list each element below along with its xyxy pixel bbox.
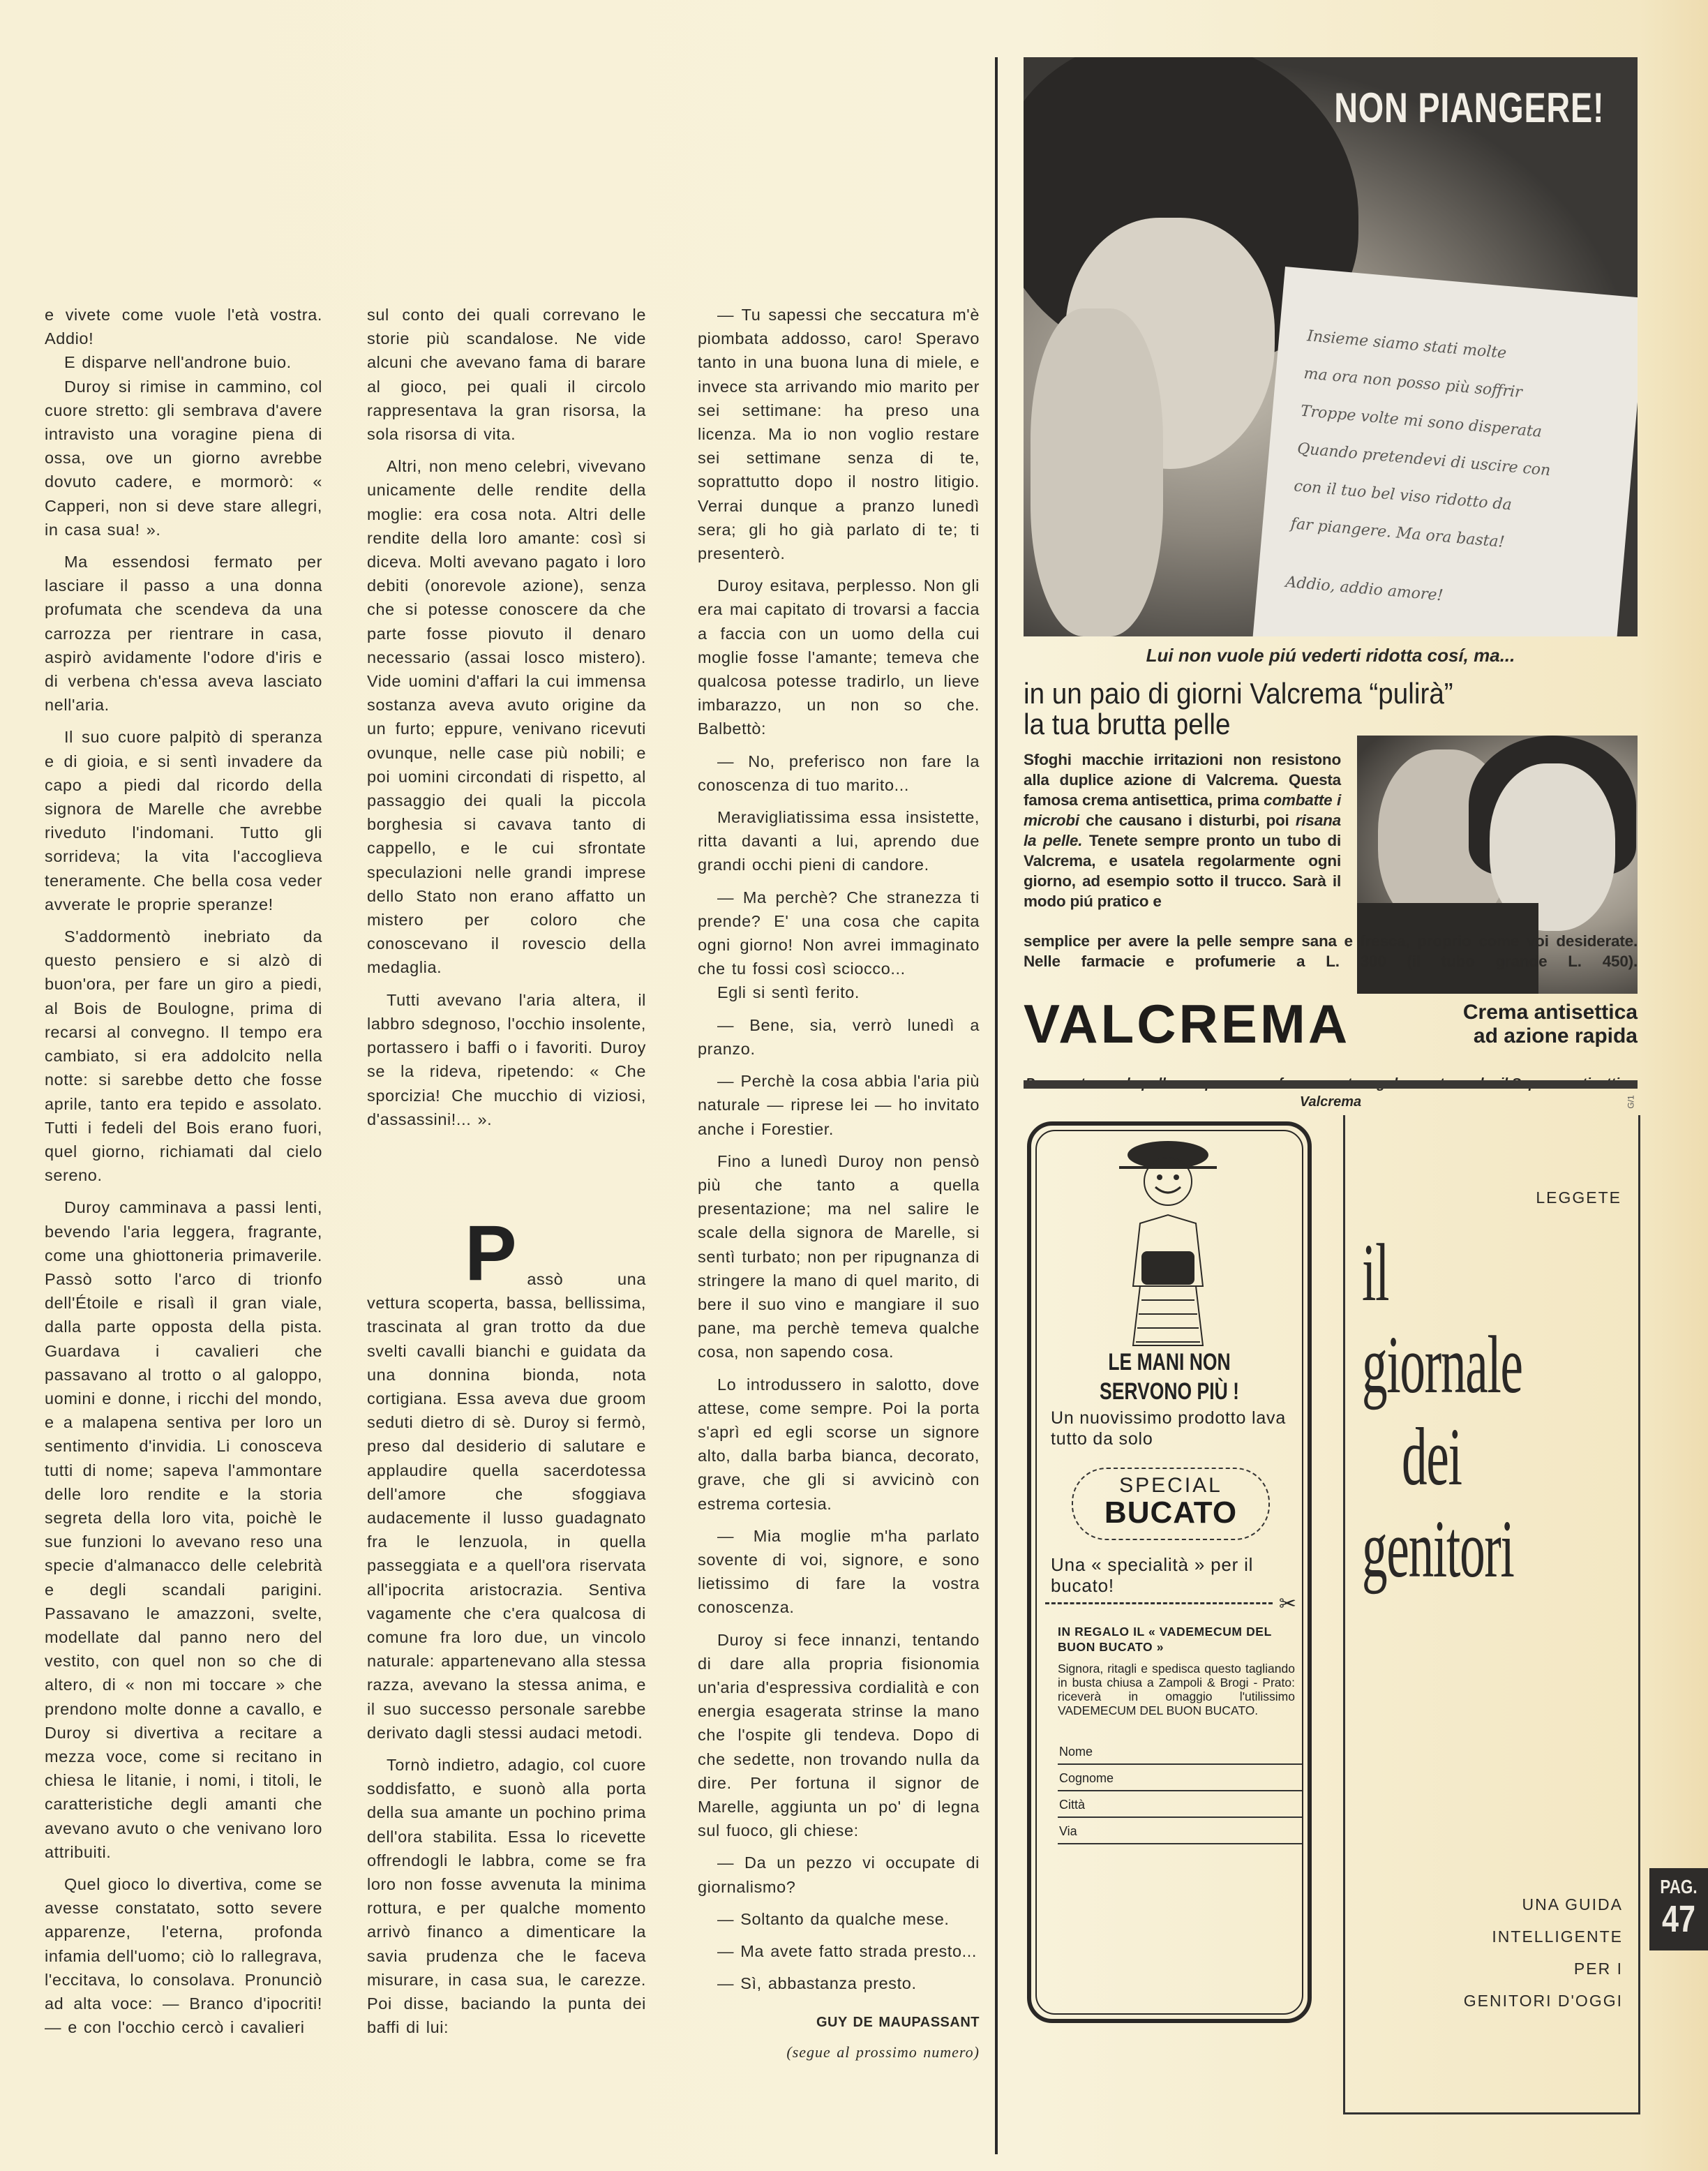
ad-tagline	[1464, 1888, 1623, 2017]
headline-line: in un paio di giorni Valcrema “pulirà”	[1024, 677, 1453, 710]
title-line: genitori	[1362, 1503, 1514, 1595]
title-line: dei	[1402, 1411, 1462, 1502]
coupon-field-via[interactable]	[1058, 1818, 1302, 1844]
tagline-line: UNA GUIDA	[1522, 1895, 1623, 1913]
special-bucato-logo	[1072, 1468, 1270, 1540]
letter-line: con il tuo bel viso ridotto da	[1293, 477, 1513, 514]
tagline-line: Crema antisettica	[1462, 1001, 1638, 1024]
paragraph: — Perchè la cosa abbia l'aria più naturale — riprese lei — ho invitato anche i Forestier.	[698, 1072, 980, 1138]
ad-code: G/1	[1626, 1095, 1636, 1109]
tagline-line: INTELLIGENTE	[1492, 1927, 1623, 1946]
paragraph: — Mia moglie m'ha parlato sovente di voi, signore, e sono lietissimo di fare la vostra conoscenza.	[698, 1526, 980, 1617]
paragraph: — Soltanto da qualche mese.	[717, 1909, 950, 1928]
paragraph: Egli si sentì ferito.	[717, 983, 860, 1002]
field-label: Città	[1059, 1798, 1086, 1812]
paragraph: Tornò indietro, adagio, col cuore soddisfatto, e suonò alla porta della sua amante un pochino prima dell'ora stabilita. Essa lo ricevette offrendogli le labbra, come se fra loro non fosse avvenuta la minima rottura, e per qualche momento arrivò financo a dimenticare la savia prudenza che le faceva misurare, in casa sua, le carezze. Poi disse, baciando la punta dei baffi di lui:	[367, 1756, 646, 2037]
coupon-cut-line	[1045, 1602, 1273, 1604]
handwritten-letter	[1251, 267, 1638, 636]
body-text: Sfoghi macchie irritazioni non resistono alla duplice azione di Valcrema. Questa famosa crema antisettica, prima	[1024, 751, 1341, 809]
coupon-form	[1058, 1738, 1302, 1844]
story-column-2	[367, 303, 646, 1131]
continued-note: (segue al prossimo numero)	[786, 2043, 980, 2061]
ad-kicker: LEGGETE	[1536, 1188, 1621, 1207]
giornale-dei-genitori-advertisement	[1343, 1115, 1640, 2114]
story-column-1	[45, 303, 322, 2039]
page-number: 47	[1661, 1898, 1696, 1940]
brand-tagline	[1463, 1001, 1638, 1048]
ad-subheadline: Un nuovissimo prodotto lava tutto da solo	[1051, 1408, 1287, 1449]
ad-body	[1024, 749, 1341, 911]
paragraph: Fino a lunedì Duroy non pensò più che tanto a quella presentazione; ma nel salire le scale della signora de Marelle, si sentì turbato; non per ripugnanza di stringere la mano di quel marito, di bere il suo vino e mangiare il suo pane, ma perchè temeva qualche cosa, non sapendo cosa.	[698, 1151, 980, 1361]
special-bucato-advertisement	[1027, 1121, 1312, 2023]
paragraph: Meravigliatissima essa insistette, ritta davanti a lui, aprendo due grandi occhi pieni di candore.	[698, 808, 980, 874]
ad-title: NON PIANGERE!	[1333, 84, 1604, 131]
paragraph: E disparve nell'androne buio.	[64, 353, 292, 372]
paragraph: Duroy si rimise in cammino, col cuore stretto: gli sembrava d'avere intravisto una voragine piena di ossa, ove un giorno avrebbe dovuto cadere, e mormorò: « Capperi, non si deve stare allegri, in casa sua! ».	[45, 377, 322, 539]
paragraph: Quel gioco lo divertiva, come se avesse constatato, sotto severe apparenze, l'eterna, profonda infamia dell'uomo; ciò lo rallegrava, l'eccitava, lo consolava. Pronunciò ad alta voce: — Branco d'ipocriti! — e con l'occhio cercò i cavalieri	[45, 1875, 322, 2037]
paragraph: Tutti avevano l'aria altera, il labbro sdegnoso, l'occhio insolente, portassero i baffi o i favoriti. Duroy se la rideva, ripetendo: « Che sporcizia! Che mucchio di viziosi, d'assassini!... ».	[367, 990, 646, 1128]
letter-line: Quando pretendevi di uscire con	[1296, 440, 1552, 480]
paragraph: Lo introdussero in salotto, dove attese, come sempre. Poi la porta s'aprì ed egli scorse un signore alto, dalla barba bianca, decorato, grave, che gli si avvicinò con estrema cortesia.	[698, 1375, 980, 1513]
coupon-field-nome[interactable]	[1058, 1738, 1302, 1765]
headline-line: la tua brutta pelle	[1024, 708, 1231, 740]
story-column-3	[698, 303, 980, 2064]
ad-headline	[1024, 678, 1589, 740]
page-label: PAG.	[1660, 1876, 1698, 1897]
story-column-2-section	[367, 1209, 646, 2040]
body-emphasis: combatte i microbi	[1024, 791, 1341, 829]
field-label: Via	[1059, 1824, 1077, 1838]
ad-caption: Lui non vuole piú vederti ridotta cosí, ma...	[1146, 645, 1515, 666]
paragraph: — Ma avete fatto strada presto...	[717, 1942, 977, 1960]
page-number-tab	[1649, 1868, 1708, 1950]
ad-separator-bar	[1024, 1080, 1638, 1089]
paragraph: — Tu sapessi che seccatura m'è piombata addosso, caro! Speravo tanto in una buona luna di miele, e invece sta arrivando mio marito per sei settimane: ha preso una licenza. Ma io non voglio restare sei settimane senza di te, soprattutto dopo il nostro litigio. Verrai dunque a pranzo lunedì sera; gli ho già parlato di te; ti presenterò.	[698, 306, 980, 563]
coupon-field-cognome[interactable]	[1058, 1765, 1302, 1791]
paragraph: Duroy si fece innanzi, tentando di dare alla propria fisionomia un'aria d'espressiva cordialità e con energia esagerata strinse la mano che l'ospite gli tendeva. Dopo di che sedette, non trovando nulla da dire. Per fortuna il signor de Marelle, aggiunta un po' di legna sul fuoco, gli chiese:	[698, 1630, 980, 1840]
ad-footer: Valcrema	[1299, 1094, 1362, 1110]
tagline-line: PER I	[1573, 1960, 1623, 1978]
paragraph: — Sì, abbastanza presto.	[717, 1974, 917, 1993]
paragraph: Duroy camminava a passi lenti, bevendo l'aria leggera, fragrante, come una ghiottoneria primaverile. Passò sotto l'arco di trionfo dell'Étoile e risalì il gran viale, dalla parte opposta della pista. Guardava i cavalieri che passavano al trotto o al galoppo, uomini e donne, i ricchi del mondo, e a malapena sentiva per loro un sentimento d'invidia. Li conosceva tutti di nome; sapeva l'ammontare delle loro rendite e la storia segreta della loro vita, poichè le sue funzioni lo avevano reso una specie d'almanacco delle celebrità e degli scandali parigini. Passavano le amazzoni, svelte, modellate dal panno nero del vestito, con quel non so che di altero, di « non mi toccare » che prendono molte donne a cavallo, e Duroy si divertiva a recitare a mezza voce, come si recitano in chiesa le litanie, i nomi, i titoli, le caratteristiche degli amanti che avevano avuto o che venivano loro attribuiti.	[45, 1198, 322, 1861]
paragraph: sul conto dei quali correvano le storie più scandalose. Ne vide alcuni che avevano fama di barare al gioco, pei quali il circolo rappresentava la gran risorsa, la sola risorsa di vita.	[367, 306, 646, 444]
logo-line: SPECIAL	[1119, 1474, 1222, 1497]
paragraph: — Da un pezzo vi occupate di giornalismo?	[698, 1853, 980, 1896]
ad-claim: Una « specialità » per il bucato!	[1051, 1554, 1254, 1596]
coupon-field-citta[interactable]	[1058, 1791, 1302, 1818]
field-label: Cognome	[1059, 1771, 1114, 1785]
coupon-title: IN REGALO IL « VADEMECUM DEL BUON BUCATO »	[1058, 1625, 1272, 1654]
letter-line: ma ora non posso più soffrir	[1303, 364, 1523, 402]
letter-line: far piangere. Ma ora basta!	[1289, 515, 1506, 551]
paragraph: — No, preferisco non fare la conoscenza di tuo marito...	[698, 752, 980, 794]
paragraph: Ma essendosi fermato per lasciare il passo a una donna profumata che scendeva da una carrozza per rientrare in casa, aspirò avidamente l'odore d'iris e di verbena ch'essa aveva lasciato nell'aria.	[45, 553, 322, 715]
photo-hand	[1031, 308, 1163, 636]
drop-cap: P	[465, 1209, 518, 1297]
valcrema-advertisement	[1024, 57, 1638, 1110]
ad-title	[1362, 1227, 1522, 1595]
title-line: il	[1362, 1227, 1389, 1318]
ad-headline: LE MANI NON SERVONO PIÙ !	[1100, 1349, 1239, 1405]
coupon-text: Signora, ritagli e spedisca questo tagliando in busta chiusa a Zampoli & Brogi - Prato: riceverà in omaggio l'utilissimo VADEMECUM DEL BUON BUCATO.	[1058, 1662, 1295, 1717]
tagline-line: GENITORI D'OGGI	[1463, 1992, 1623, 2010]
title-line: giornale	[1362, 1319, 1522, 1410]
author-signature: GUY DE MAUPASSANT	[816, 2015, 980, 2031]
paragraph: Il suo cuore palpitò di speranza e di gioia, e si sentì invadere da capo a piedi dal ricordo della signora de Marelle che avrebbe riveduto l'indomani. Tutto gli sorrideva; la vita l'accoglieva teneramente. Che bella cosa veder avverate le proprie speranze!	[45, 728, 322, 913]
paragraph: Duroy esitava, perplesso. Non gli era mai capitato di trovarsi a faccia a faccia con un uomo della cui moglie fosse l'amante; temeva che qualcosa potesse tradirlo, un lieve imbarazzo, un non so che. Balbettò:	[698, 576, 980, 738]
letter-line: Insieme siamo stati molte	[1306, 327, 1508, 363]
column-divider	[995, 57, 998, 2154]
paragraph: — Bene, sia, verrò lunedì a pranzo.	[698, 1015, 980, 1058]
body-text: Tenete sempre pronto un tubo di Valcrema, e usatela regolarmente ogni giorno, ad esempio sotto il trucco. Sarà il modo piú pratico e	[1024, 832, 1342, 910]
cartoon-lady-illustration	[1098, 1140, 1238, 1349]
letter-line: Troppe volte mi sono disperata	[1299, 402, 1543, 441]
scissors-icon: ✂	[1278, 1592, 1296, 1616]
paragraph: e vivete come vuole l'età vostra. Addio!	[45, 306, 322, 348]
tagline-line: ad azione rapida	[1473, 1024, 1638, 1047]
body-emphasis: risana la pelle.	[1024, 812, 1341, 849]
field-label: Nome	[1059, 1745, 1093, 1759]
body-text: che causano i disturbi, poi	[1079, 812, 1296, 829]
ad-body-continued: semplice per avere la pelle sempre sana e fresca, proprio come voi desiderate. Nelle farmacie e profumerie a L. 300 (il tubo grande L. 450).	[1024, 932, 1638, 970]
logo-line: BUCATO	[1104, 1495, 1238, 1530]
paragraph: assò una vettura scoperta, bassa, bellissima, trascinata al gran trotto da due svelti cavalli bianchi e guidata da una donnina bionda, nota cortigiana. Essa aveva due groom seduti dietro di sè. Duroy si fermò, preso dal desiderio di salutare e applaudire quella sacerdotessa dell'amore che sfoggiava audacemente il lusso guadagnato fra le lenzuola, in quella passeggiata e a quell'ora riservata all'ipocrita aristocrazia. Sentiva vagamente che c'era qualcosa di comune fra loro due, un vincolo naturale: appartenevano alla stessa razza, avevano la stessa anima, e il suo successo personale sarebbe derivato dagli stessi audaci metodi.	[367, 1270, 646, 1742]
paragraph: S'addormentò inebriato da questo pensiero e si alzò di buon'ora, per fare un giro a piedi, al Bois de Boulogne, prima di recarsi al convegno. Il tempo era cambiato, si era addolcito nella notte: si sarebbe detto che fosse aprile, tanto era tepido e assolato. Tutti i fedeli del Bois erano fuori, quel giorno, richiamati dal cielo sereno.	[45, 927, 322, 1185]
crying-woman-photo	[1024, 57, 1638, 636]
letter-line: Addio, addio amore!	[1284, 573, 1444, 605]
paragraph: — Ma perchè? Che stranezza ti prende? E' una cosa che capita ogni giorno! Non avrei immaginato che tu fossi così sciocco...	[698, 888, 980, 978]
brand-logo: VALCREMA	[1024, 993, 1351, 1054]
paragraph: Altri, non meno celebri, vivevano unicamente delle rendite della moglie: era cosa nota. Altri delle rendite della loro amante: così si diceva. Molti avevano pagato i loro debiti (onorevole azione), senza che si potesse conoscere da che parte fosse piovuto il denaro necessario (assai losco mistero). Vide uomini d'affari la cui immensa sostanza aveva avuto origine da un furto; eppure, venivano ricevuti ovunque, nelle case più nobili; e poi uomini circondati di rispetto, al passaggio dei quali la piccola borghesia si cavava tanto di cappello, e le cui sfrontate speculazioni nelle grandi imprese dello Stato non erano affatto un mistero per coloro che conoscevano il rovescio della medaglia.	[367, 457, 646, 977]
